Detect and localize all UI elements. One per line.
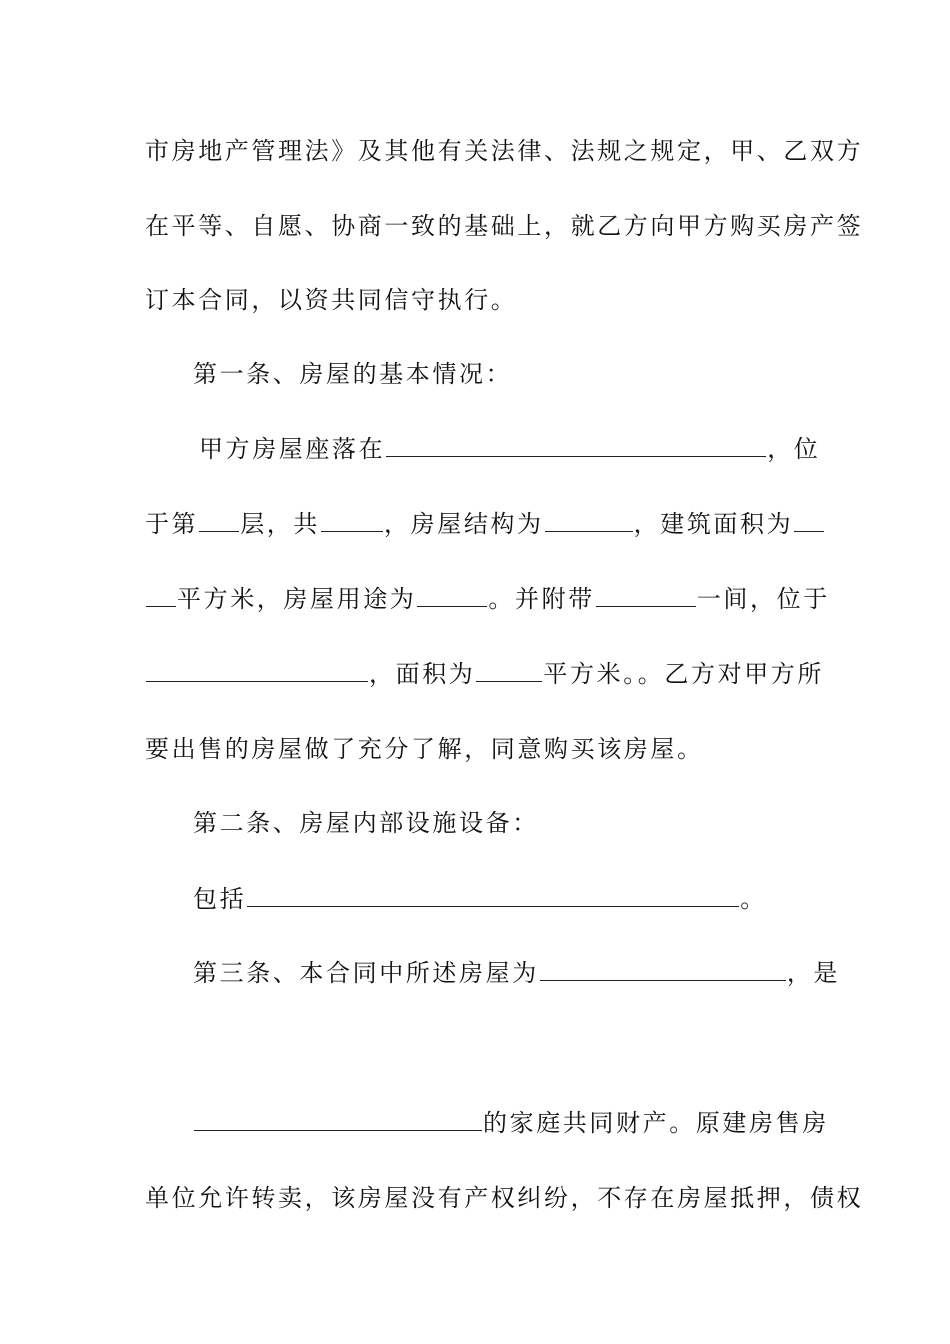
text-line: 单位允许转卖，该房屋没有产权纠纷，不存在房屋抵押，债权 <box>145 1184 864 1212</box>
text-line-facilities <box>193 884 858 914</box>
text-segment: 第三条、本合同中所述房屋为 <box>193 959 539 987</box>
article-2-heading: 第二条、房屋内部设施设备： <box>193 809 539 837</box>
fill-in-blank-floor[interactable] <box>199 509 239 532</box>
text-line: 市房地产管理法》及其他有关法律、法规之规定，甲、乙双方 <box>145 137 864 165</box>
article-1-heading: 第一条、房屋的基本情况： <box>193 360 513 388</box>
text-segment: ，房屋结构为 <box>384 510 544 538</box>
text-line-attached-area <box>145 659 825 689</box>
fill-in-blank-family[interactable] <box>194 1108 482 1131</box>
text-segment: ，是 <box>786 959 841 987</box>
text-segment: 。并附带 <box>488 585 595 613</box>
text-line-joint-property <box>193 1108 858 1138</box>
text-segment: 于第 <box>145 510 199 538</box>
text-segment: 。 <box>740 885 767 913</box>
text-segment: 的家庭共同财产。原建房售房 <box>483 1109 829 1137</box>
fill-in-blank-total-floors[interactable] <box>321 509 383 532</box>
text-segment: ，建筑面积为 <box>633 510 794 538</box>
text-segment: ，面积为 <box>369 660 476 688</box>
text-line-floor-info <box>145 509 810 539</box>
fill-in-blank-location[interactable] <box>386 434 766 457</box>
fill-in-blank-structure[interactable] <box>545 509 633 532</box>
text-line: 要出售的房屋做了充分了解，同意购买该房屋。 <box>145 735 704 763</box>
fill-in-blank-attached-location[interactable] <box>146 659 368 682</box>
text-segment: 一间，位于 <box>696 585 830 613</box>
text-line: 在平等、自愿、协商一致的基础上，就乙方向甲方购买房产签 <box>145 212 864 240</box>
fill-in-blank-attached-area[interactable] <box>476 659 542 682</box>
text-segment: 平方米。。乙方对甲方所 <box>543 660 825 688</box>
text-segment: 层，共 <box>240 510 321 538</box>
fill-in-blank-usage[interactable] <box>417 584 487 607</box>
text-line-usage <box>145 584 830 614</box>
fill-in-blank-owner[interactable] <box>540 958 786 981</box>
text-segment: 平方米，房屋用途为 <box>177 585 417 613</box>
text-line-location <box>199 434 864 464</box>
text-segment: ，位 <box>767 435 821 463</box>
fill-in-blank-attached[interactable] <box>596 584 696 607</box>
fill-in-blank-area-end[interactable] <box>146 584 176 607</box>
fill-in-blank-facilities[interactable] <box>247 884 739 907</box>
article-3-heading <box>193 958 858 988</box>
text-segment: 包括 <box>193 885 247 913</box>
text-segment: 甲方房屋座落在 <box>199 435 386 463</box>
fill-in-blank-area-start[interactable] <box>794 509 824 532</box>
text-line: 订本合同，以资共同信守执行。 <box>145 286 518 314</box>
